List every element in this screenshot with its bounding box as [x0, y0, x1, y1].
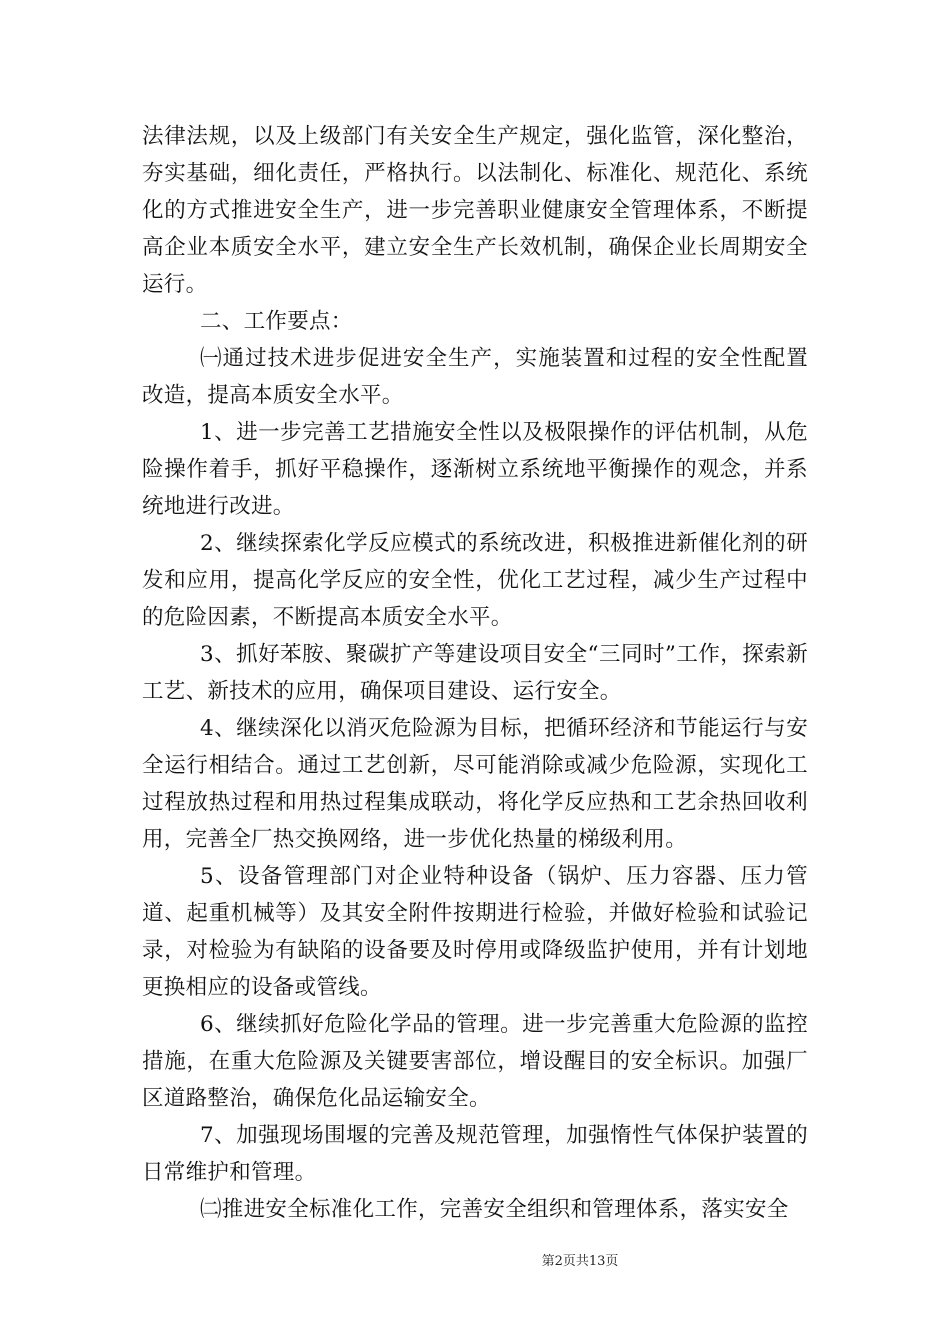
list-item-1: 1、进一步完善工艺措施安全性以及极限操作的评估机制，从危险操作着手，抓好平稳操作，逐渐树立系统地平衡操作的观念，并系统地进行改进。 [142, 420, 808, 519]
list-item-6: 6、继续抓好危险化学品的管理。进一步完善重大危险源的监控措施，在重大危险源及关键要害部位，增设醒目的安全标识。加强厂区道路整治，确保危化品运输安全。 [142, 1012, 808, 1111]
subsection-heading-2: ㈡推进安全标准化工作，完善安全组织和管理体系，落实安全 [200, 1197, 789, 1222]
subsection-heading-1: ㈠通过技术进步促进安全生产，实施装置和过程的安全性配置改造，提高本质安全水平。 [142, 346, 808, 408]
document-body [142, 118, 808, 1228]
list-item-7: 7、加强现场围堰的完善及规范管理，加强惰性气体保护装置的日常维护和管理。 [142, 1123, 808, 1185]
paragraph-intro-continuation: 法律法规，以及上级部门有关安全生产规定，强化监管，深化整治，夯实基础，细化责任，严格执行。以法制化、标准化、规范化、系统化的方式推进安全生产，进一步完善职业健康安全管理体系，不断提高企业本质安全水平，建立安全生产长效机制，确保企业长周期安全运行。 [142, 124, 808, 297]
list-item-3: 3、抓好苯胺、聚碳扩产等建设项目安全“三同时”工作，探索新工艺、新技术的应用，确保项目建设、运行安全。 [142, 642, 808, 704]
list-item-4: 4、继续深化以消灭危险源为目标，把循环经济和节能运行与安全运行相结合。通过工艺创新，尽可能消除或减少危险源，实现化工过程放热过程和用热过程集成联动，将化学反应热和工艺余热回收利用，完善全厂热交换网络，进一步优化热量的梯级利用。 [142, 716, 808, 852]
list-item-5: 5、设备管理部门对企业特种设备（锅炉、压力容器、压力管道、起重机械等）及其安全附件按期进行检验，并做好检验和试验记录，对检验为有缺陷的设备要及时停用或降级监护使用，并有计划地更换相应的设备或管线。 [142, 864, 808, 1000]
page-number-footer: 第2页共13页 [541, 1254, 619, 1269]
list-item-2: 2、继续探索化学反应模式的系统改进，积极推进新催化剂的研发和应用，提高化学反应的安全性，优化工艺过程，减少生产过程中的危险因素，不断提高本质安全水平。 [142, 531, 808, 630]
section-heading-work-points: 二、工作要点： [200, 309, 353, 334]
